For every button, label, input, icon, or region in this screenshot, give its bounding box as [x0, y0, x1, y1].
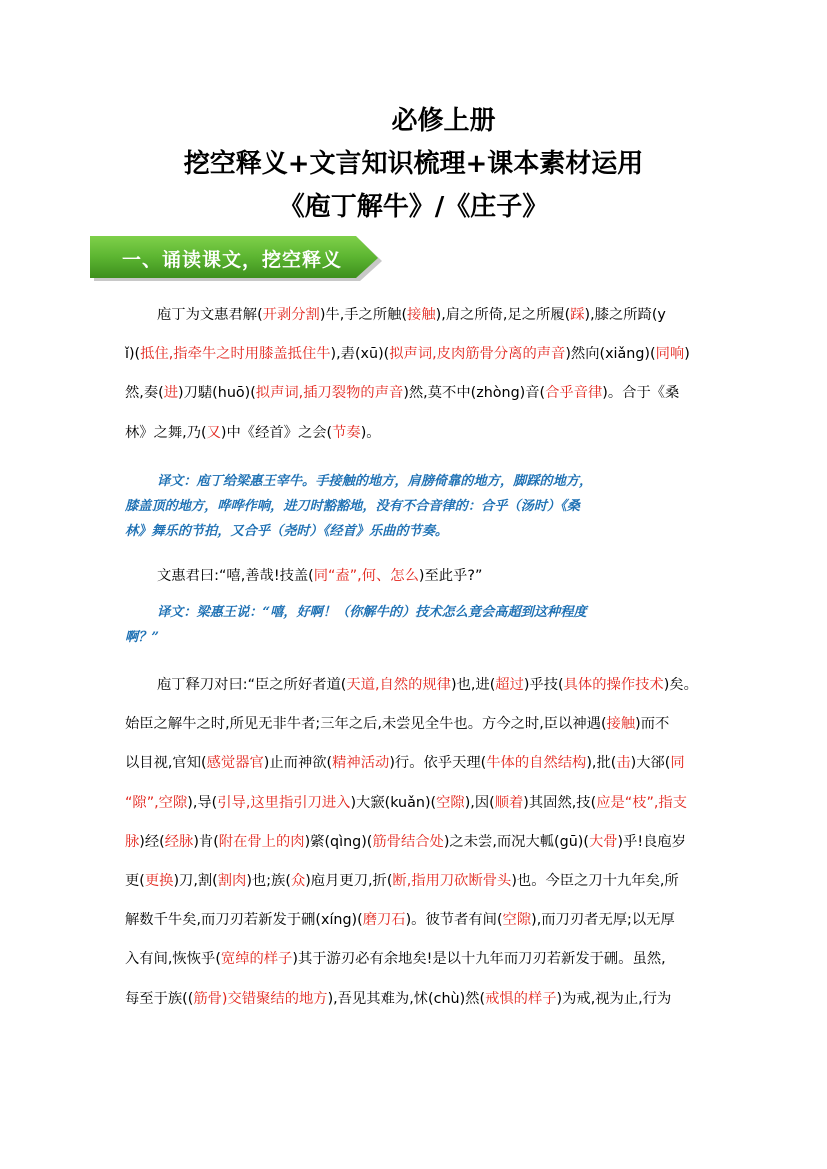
source-text: 更( [125, 873, 145, 889]
source-text: 每至于族(( [125, 990, 194, 1007]
annotation-red: 脉 [125, 833, 140, 850]
text-line [125, 948, 666, 968]
source-text: )也。今臣之刀十九年矣,所 [511, 873, 679, 889]
text-line [125, 343, 690, 363]
source-text: )大窾(kuǎn)( [350, 794, 437, 811]
text-line [125, 752, 685, 772]
source-text: )綮(qìng)( [304, 833, 373, 850]
translation-line: 啊？” [125, 630, 159, 645]
text-line [157, 304, 666, 324]
annotation-red: 接触 [606, 716, 636, 733]
annotation-red: 踩 [570, 307, 585, 323]
annotation-red: 空隙 [502, 912, 532, 929]
annotation-red: 割肉 [217, 873, 247, 889]
annotation-red: 抵住,指牵牛之时用膝盖抵住牛 [140, 346, 331, 363]
source-text: 然,奏( [125, 385, 164, 402]
source-text: ),批( [586, 755, 617, 772]
annotation-red: 引导,这里指引刀进入 [217, 794, 351, 811]
annotation-red: 空隙 [436, 794, 465, 811]
source-text: )。彼节者有间( [405, 912, 503, 929]
annotation-red: “隙”,空隙 [125, 794, 188, 811]
source-text: )。 [360, 424, 381, 441]
source-text: )肯( [193, 833, 219, 850]
annotation-red: 筋骨结合处 [372, 833, 444, 850]
page-title-line3: 《庖丁解牛》/《庄子》 [278, 192, 549, 222]
source-text: )止而神欲( [263, 755, 333, 772]
annotation-red: 击 [616, 755, 631, 772]
source-text: 文惠君曰:“嘻,善哉!技盖( [157, 568, 314, 584]
source-text: 庖丁释刀对曰:“臣之所好者道( [157, 677, 347, 693]
text-line [125, 870, 679, 890]
annotation-red: 同响 [655, 346, 685, 363]
source-text: 庖丁为文惠君解( [157, 307, 263, 323]
annotation-red: 又 [206, 424, 221, 441]
source-text: )中《经首》之会( [220, 424, 333, 441]
annotation-red: 顺着 [494, 794, 524, 811]
source-text: ) [684, 346, 690, 363]
source-text: 林》之舞,乃( [125, 424, 207, 441]
annotation-red: 众 [290, 873, 306, 889]
section-banner [90, 234, 384, 282]
source-text: ),导( [187, 794, 218, 811]
source-text: )也;族( [246, 873, 291, 889]
translation-line: 林》舞乐的节拍，又合乎（尧时）《经首》乐曲的节奏。 [125, 524, 449, 539]
annotation-red: 精神活动 [332, 755, 390, 772]
annotation-red: 大骨 [588, 833, 618, 850]
source-text: 入有间,恢恢乎( [125, 951, 221, 968]
annotation-red: 附在骨上的肉 [218, 833, 305, 850]
text-line [157, 674, 698, 694]
source-text: )。合于《桑 [602, 385, 680, 402]
annotation-red: 更换 [144, 873, 174, 889]
source-text: ),因( [464, 794, 495, 811]
source-text: ),吾见其难为,怵(chù)然( [327, 990, 486, 1007]
source-text: 以目视,官知( [125, 755, 207, 772]
section-title: 一、诵读课文，挖空释义 [122, 249, 343, 271]
annotation-red: 合乎音律 [545, 385, 603, 402]
text-line [125, 831, 686, 851]
annotation-red: 戒惧的样子 [485, 990, 557, 1007]
source-text: ),膝之所踦(y [584, 307, 666, 323]
annotation-red: 具体的操作技术 [563, 677, 664, 693]
source-text: )也,进( [451, 677, 496, 693]
source-text: )其于游刃必有余地矣!是以十九年而刀刃若新发于硎。虽然, [292, 951, 666, 968]
text-line [125, 909, 675, 929]
source-text: )至此乎?” [418, 568, 483, 584]
annotation-red: 拟声词,皮肉筋骨分离的声音 [389, 346, 566, 363]
source-text: )行。依乎天理( [389, 755, 487, 772]
annotation-red: 超过 [495, 677, 524, 693]
annotation-red: 同“盍”,何、怎么 [313, 568, 419, 584]
source-text: ),砉(xū)( [330, 346, 390, 363]
annotation-red: 进 [163, 385, 179, 402]
text-line [125, 422, 381, 442]
source-text: ǐ)( [125, 346, 141, 363]
annotation-red: 天道,自然的规律 [346, 677, 451, 693]
source-text: )刀騞(huō)( [178, 385, 256, 402]
page-title-line1: 必修上册 [391, 106, 496, 136]
source-text: )刀,割( [173, 873, 218, 889]
source-text: )乎技( [523, 677, 564, 693]
annotation-red: 磨刀石 [362, 912, 406, 929]
source-text: )然向(xiǎng)( [565, 346, 656, 363]
source-text: )之未尝,而况大軱(gū)( [443, 833, 589, 850]
source-text: ),肩之所倚,足之所履( [435, 307, 571, 323]
source-text: )其固然,技( [523, 794, 597, 811]
source-text: )庖月更刀,折( [305, 873, 393, 889]
annotation-red: 同 [670, 755, 685, 772]
translation-line: 译文：梁惠王说：“嘻，好啊！（你解牛的）技术怎么竟会高超到这种程度 [157, 605, 587, 620]
text-line [125, 988, 671, 1008]
source-text: )为戒,视为止,行为 [556, 990, 672, 1007]
source-text: )牛,手之所触( [319, 307, 408, 323]
source-text: ),而刀刃者无厚;以无厚 [531, 912, 675, 929]
source-text: 解数千牛矣,而刀刃若新发于硎(xíng)( [125, 912, 363, 929]
source-text: 始臣之解牛之时,所见无非牛者;三年之后,未尝见全牛也。方今之时,臣以神遇( [125, 716, 607, 733]
source-text: )大郤( [630, 755, 671, 772]
text-line [125, 382, 679, 402]
source-text: )矣。 [663, 677, 698, 693]
annotation-red: 经脉 [164, 833, 194, 850]
source-text: )乎!良庖岁 [617, 833, 687, 850]
text-line [157, 565, 482, 585]
source-text: )而不 [635, 716, 670, 733]
annotation-red: 开剥分割 [262, 307, 320, 323]
translation-line: 膝盖顶的地方，哗哗作响，进刀时豁豁地，没有不合音律的：合乎（汤时）《桑 [125, 499, 580, 514]
source-text: )经( [139, 833, 165, 850]
annotation-red: 牛体的自然结构 [486, 755, 587, 772]
annotation-red: 拟声词,插刀裂物的声音 [255, 385, 404, 402]
annotation-red: 宽绰的样子 [220, 951, 293, 968]
annotation-red: 接触 [407, 307, 436, 323]
annotation-red: 筋骨)交错聚结的地方 [193, 990, 328, 1007]
translation-line: 译文：庖丁给梁惠王宰牛。手接触的地方，肩膀倚靠的地方，脚踩的地方， [157, 474, 593, 489]
text-line [125, 792, 687, 812]
page-title-line2: 挖空释义+文言知识梳理+课本素材运用 [183, 149, 644, 179]
text-line [125, 713, 669, 733]
annotation-red: 断,指用刀砍断骨头 [392, 873, 512, 889]
annotation-red: 应是“枝”,指支 [596, 794, 688, 811]
source-text: )然,莫不中(zhòng)音( [403, 385, 546, 402]
annotation-red: 节奏 [332, 424, 361, 441]
annotation-red: 感觉器官 [206, 755, 264, 772]
